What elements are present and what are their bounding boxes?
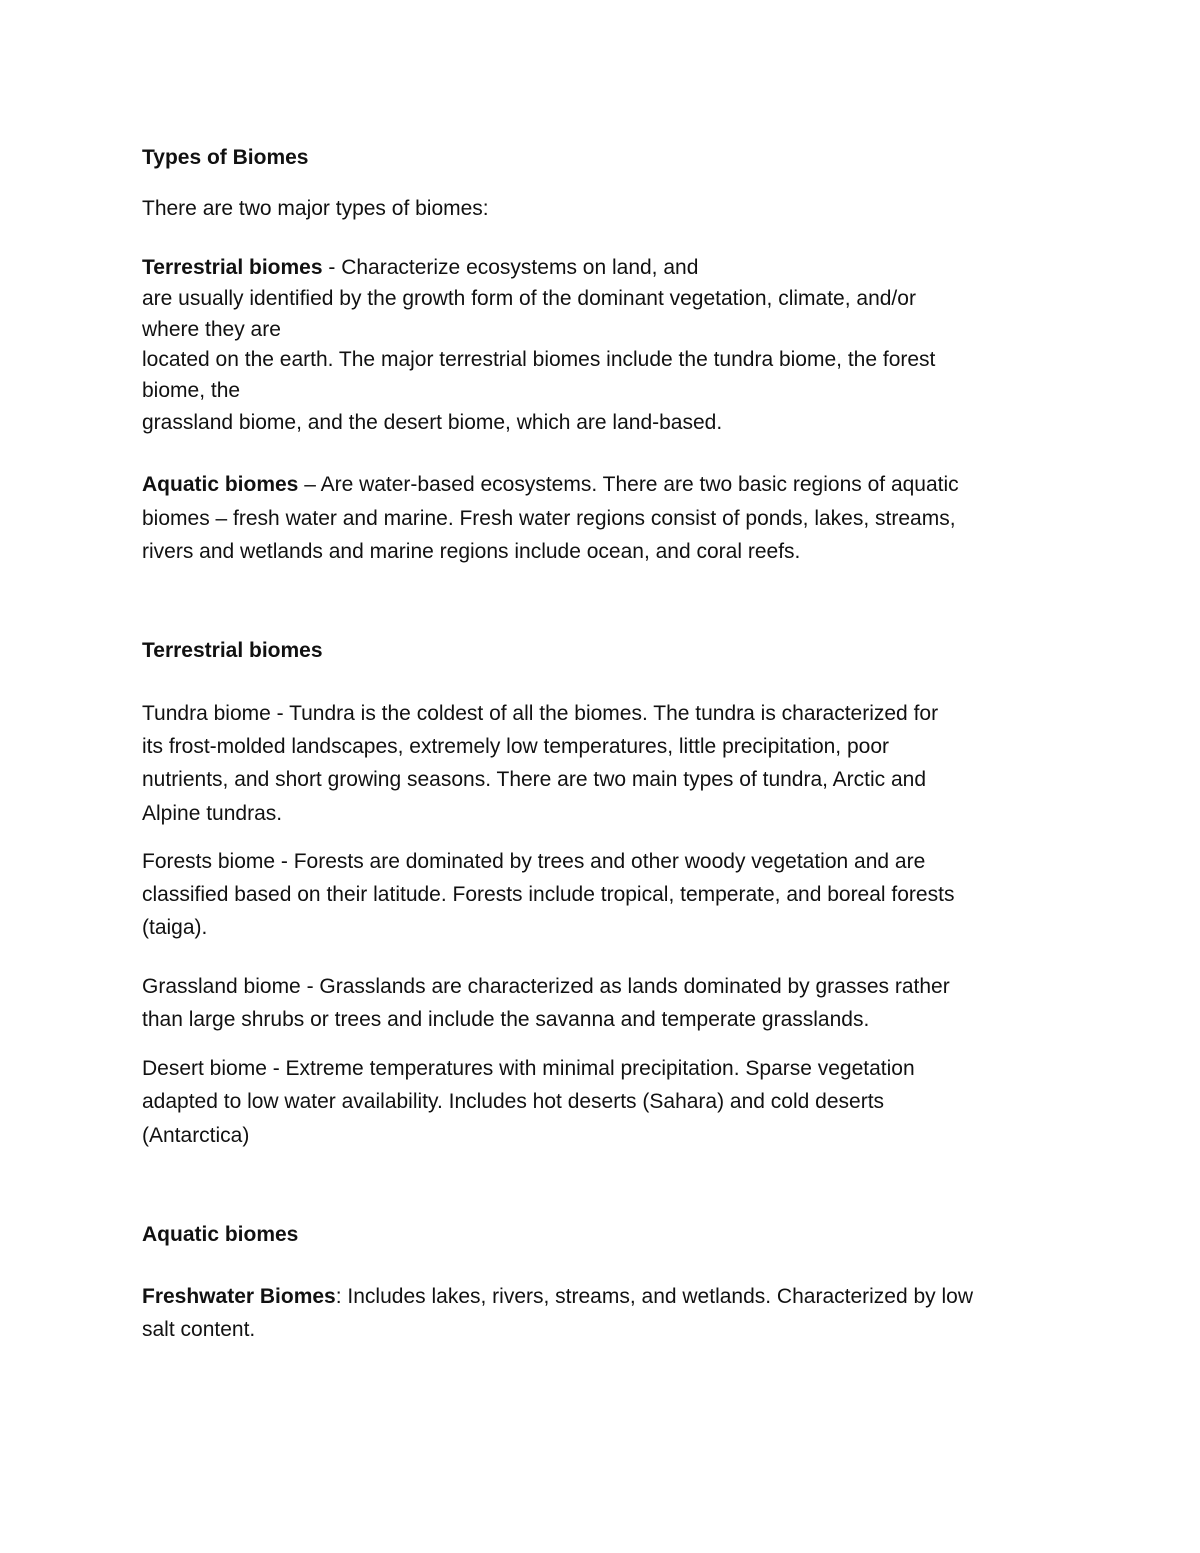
- forests-line: Forests biome - Forests are dominated by trees and other woody vegetation and are: [142, 850, 926, 873]
- aquatic-label: Aquatic biomes: [142, 473, 299, 496]
- terrestrial-heading: Terrestrial biomes: [142, 639, 323, 662]
- freshwater-line: salt content.: [142, 1318, 256, 1341]
- tundra-line: Alpine tundras.: [142, 802, 283, 825]
- desert-line: (Antarctica): [142, 1124, 250, 1147]
- desert-line: Desert biome - Extreme temperatures with minimal precipitation. Sparse vegetation: [142, 1057, 915, 1080]
- terrestrial-label: Terrestrial biomes: [142, 256, 323, 279]
- grassland-line: Grassland biome - Grasslands are characterized as lands dominated by grasses rather: [142, 975, 950, 998]
- forests-line: classified based on their latitude. Forests include tropical, temperate, and boreal forests: [142, 883, 955, 906]
- aquatic-heading: Aquatic biomes: [142, 1223, 299, 1246]
- tundra-line: its frost-molded landscapes, extremely low temperatures, little precipitation, poor: [142, 735, 889, 758]
- document-title: Types of Biomes: [142, 146, 309, 169]
- terrestrial-definition-line: are usually identified by the growth form of the dominant vegetation, climate, and/or: [142, 287, 916, 310]
- terrestrial-definition-line: where they are: [142, 318, 281, 341]
- freshwater-line: Freshwater Biomes: Includes lakes, rivers, streams, and wetlands. Characterized by low: [142, 1285, 974, 1308]
- freshwater-label: Freshwater Biomes: [142, 1285, 336, 1308]
- aquatic-definition-line: rivers and wetlands and marine regions include ocean, and coral reefs.: [142, 540, 801, 563]
- forests-line: (taiga).: [142, 916, 208, 939]
- aquatic-definition-line: Aquatic biomes – Are water-based ecosystems. There are two basic regions of aquatic: [142, 473, 959, 496]
- intro-text: There are two major types of biomes:: [142, 197, 489, 220]
- tundra-line: nutrients, and short growing seasons. There are two main types of tundra, Arctic and: [142, 768, 927, 791]
- terrestrial-definition-line: biome, the: [142, 379, 241, 402]
- desert-line: adapted to low water availability. Includes hot deserts (Sahara) and cold deserts: [142, 1090, 885, 1113]
- grassland-line: than large shrubs or trees and include the savanna and temperate grasslands.: [142, 1008, 870, 1031]
- terrestrial-definition-line: Terrestrial biomes - Characterize ecosystems on land, and: [142, 256, 699, 279]
- terrestrial-definition-line: located on the earth. The major terrestrial biomes include the tundra biome, the forest: [142, 348, 936, 371]
- aquatic-definition-line: biomes – fresh water and marine. Fresh water regions consist of ponds, lakes, streams,: [142, 507, 956, 530]
- tundra-line: Tundra biome - Tundra is the coldest of all the biomes. The tundra is characterized for: [142, 702, 939, 725]
- terrestrial-definition-line: grassland biome, and the desert biome, which are land-based.: [142, 411, 723, 434]
